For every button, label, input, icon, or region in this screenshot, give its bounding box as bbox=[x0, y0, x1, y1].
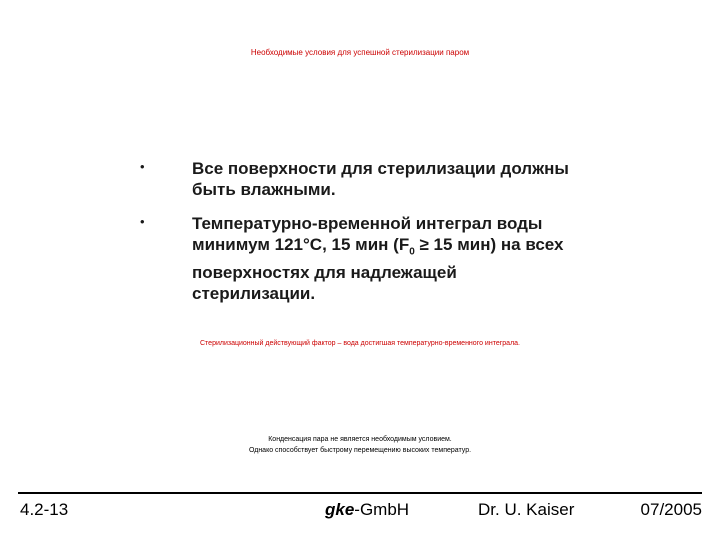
bullet-text bbox=[192, 214, 563, 303]
slide-date: 07/2005 bbox=[640, 500, 702, 519]
author-name: Dr. U. Kaiser bbox=[478, 500, 575, 519]
slide-title: Необходимые условия для успешной стерилизации паром bbox=[250, 48, 470, 57]
bullet-item bbox=[136, 158, 576, 200]
bullet-item bbox=[136, 213, 576, 304]
slide-number: 4.2-13 bbox=[20, 500, 69, 519]
bullet-marker: • bbox=[140, 214, 145, 229]
condensation-note-line: Однако способствует быстрому перемещению высоких температур. bbox=[248, 447, 472, 454]
bullet-text-part: ≥ 15 мин) на всех поверхностях для надлежащей стерилизации. bbox=[192, 235, 564, 304]
footer-divider bbox=[18, 492, 702, 494]
company-name bbox=[325, 500, 409, 520]
bullet-list bbox=[136, 158, 576, 317]
condensation-note bbox=[0, 434, 720, 456]
company-suffix: -GmbH bbox=[354, 500, 410, 519]
bullet-marker: • bbox=[140, 159, 145, 174]
bullet-text: Все поверхности для стерилизации должны быть влажными. bbox=[192, 159, 569, 199]
condensation-note-line: Конденсация пара не является необходимым условием. bbox=[268, 436, 452, 443]
f0-subscript: 0 bbox=[409, 246, 415, 258]
sterilization-factor-note: Стерилизационный действующий фактор – вода достигшая температурно-временного интеграла. bbox=[200, 340, 520, 347]
bullet-text-part: Температурно-временной интеграл воды минимум 121°C, 15 мин (F bbox=[192, 214, 543, 254]
company-brand: gke bbox=[325, 500, 355, 519]
